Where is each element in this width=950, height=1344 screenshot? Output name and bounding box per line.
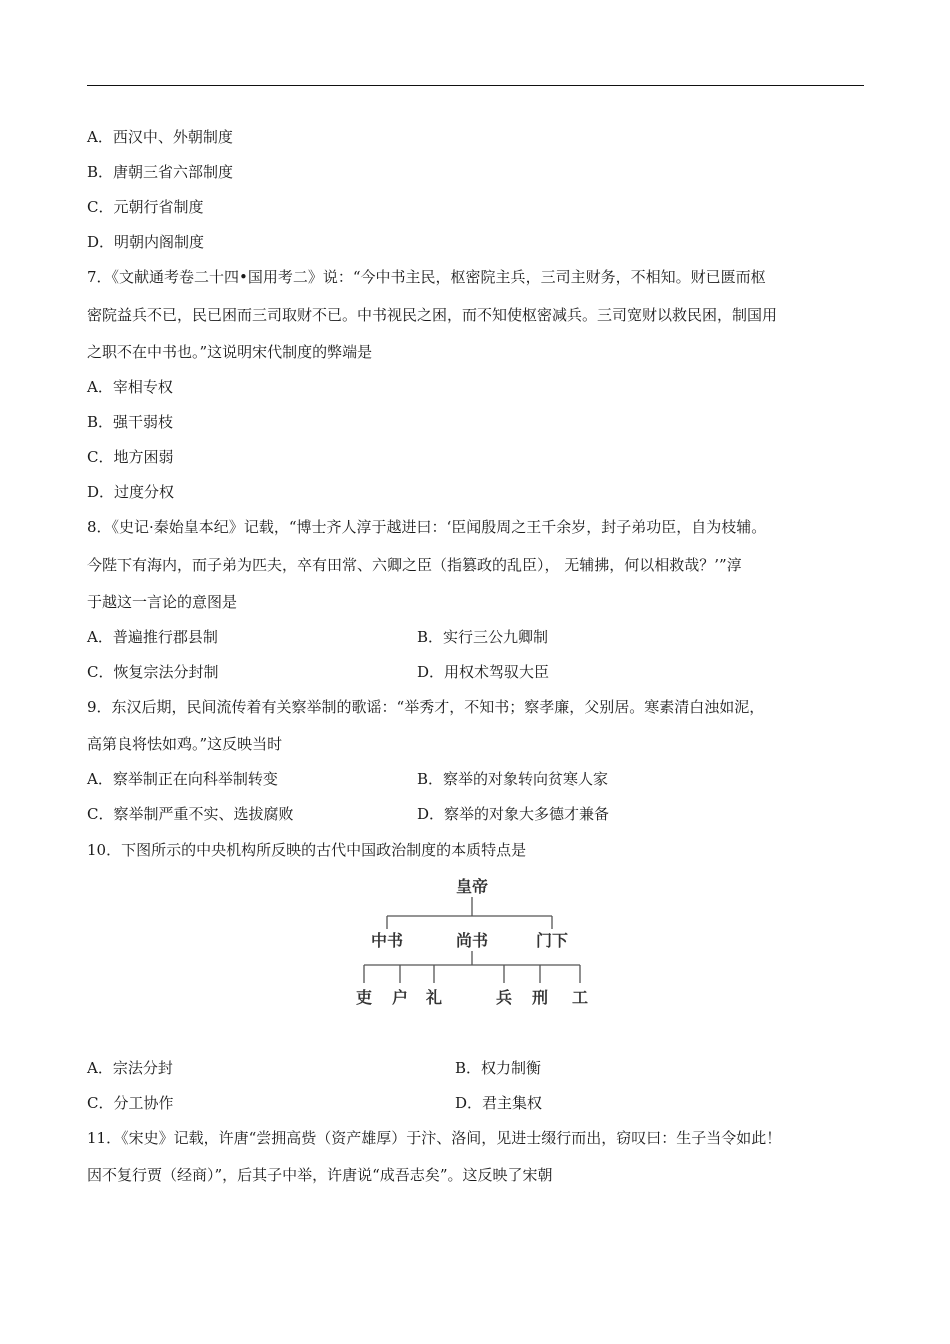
q7-option-c: C．地方困弱 [87, 448, 174, 466]
q9-option-b: B．察举的对象转向贫寒人家 [417, 770, 609, 788]
node-li-rites: 礼 [425, 988, 443, 1007]
q8-option-a: A．普遍推行郡县制 [87, 628, 218, 646]
q10-option-a: A．宗法分封 [87, 1059, 173, 1077]
node-gong-works: 工 [571, 988, 589, 1007]
q6-option-d: D．明朝内阁制度 [87, 233, 205, 251]
q9-stem-line-1: 9．东汉后期，民间流传着有关察举制的歌谣：“举秀才，不知书；察孝廉，父别居。寒素清白浊如泥， [87, 698, 765, 716]
q9-option-c: C．察举制严重不实、选拔腐败 [87, 805, 294, 823]
q7-stem-line-1: 7．《文献通考卷二十四•国用考二》说：“今中书主民，枢密院主兵，三司主财务，不相知。财已匮而枢 [87, 268, 766, 286]
node-zhongshu: 中书 [370, 931, 404, 950]
q7-stem-line-2: 密院益兵不已，民已困而三司取财不已。中书视民之困，而不知使枢密减兵。三司宽财以救民困，制国用 [87, 306, 778, 324]
q8-stem-line-2: 今陛下有海内，而子弟为匹夫，卒有田常、六卿之臣（指篡政的乱臣）， 无辅拂，何以相救哉？’”淳 [87, 556, 742, 574]
q6-option-c: C．元朝行省制度 [87, 198, 204, 216]
node-shangshu: 尚书 [455, 931, 489, 950]
q8-stem-line-1: 8．《史记·秦始皇本纪》记载，“博士齐人淳于越进曰：‘臣闻殷周之王千余岁，封子弟功臣，自为枝辅。 [87, 518, 767, 536]
q9-option-a: A．察举制正在向科举制转变 [87, 770, 278, 788]
q10-option-c: C．分工协作 [87, 1094, 174, 1112]
node-menxia: 门下 [535, 931, 569, 950]
q11-stem-line-1: 11．《宋史》记载，许唐“尝拥高赀（资产雄厚）于汴、洛间，见进士缀行而出，窃叹曰：生子当令如此！ [87, 1129, 782, 1147]
q8-option-b: B．实行三公九卿制 [417, 628, 549, 646]
q11-stem-line-2: 因不复行贾（经商）”，后其子中举，许唐说“成吾志矣”。这反映了宋朝 [87, 1166, 553, 1184]
q8-stem-line-3: 于越这一言论的意图是 [87, 593, 238, 611]
header-rule [87, 85, 864, 86]
q8-option-d: D．用权术驾驭大臣 [417, 663, 550, 681]
node-xing-justice: 刑 [531, 988, 549, 1007]
q6-option-b: B．唐朝三省六部制度 [87, 163, 234, 181]
q9-stem-line-2: 高第良将怯如鸡。”这反映当时 [87, 735, 283, 753]
node-emperor: 皇帝 [455, 877, 489, 896]
q8-option-c: C．恢复宗法分封制 [87, 663, 219, 681]
node-hu-revenue: 户 [391, 988, 409, 1007]
q7-option-d: D．过度分权 [87, 483, 175, 501]
node-li-personnel: 吏 [355, 988, 373, 1007]
q10-option-b: B．权力制衡 [455, 1059, 542, 1077]
central-government-diagram [352, 873, 592, 1011]
q7-stem-line-3: 之职不在中书也。”这说明宋代制度的弊端是 [87, 343, 373, 361]
q6-option-a: A．西汉中、外朝制度 [87, 128, 233, 146]
q7-option-b: B．强干弱枝 [87, 413, 174, 431]
node-bing-war: 兵 [495, 988, 513, 1007]
q7-option-a: A．宰相专权 [87, 378, 173, 396]
q10-option-d: D．君主集权 [455, 1094, 543, 1112]
q9-option-d: D．察举的对象大多德才兼备 [417, 805, 610, 823]
q10-stem: 10．下图所示的中央机构所反映的古代中国政治制度的本质特点是 [87, 841, 527, 859]
